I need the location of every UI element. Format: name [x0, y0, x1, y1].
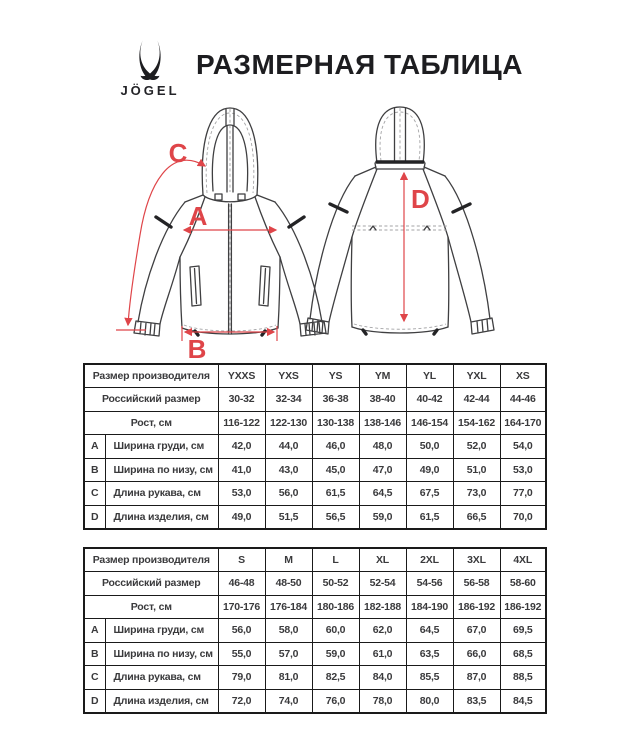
- size-value: 186-192: [453, 595, 500, 619]
- measure-value: 55,0: [218, 642, 265, 666]
- measure-value: 76,0: [312, 689, 359, 713]
- size-value: 36-38: [312, 388, 359, 412]
- measure-value: 44,0: [265, 435, 312, 459]
- measure-label: Ширина груди, см: [105, 619, 218, 643]
- size-value: YS: [312, 364, 359, 388]
- measure-row: [84, 642, 546, 666]
- measure-value: 41,0: [218, 458, 265, 482]
- table-header-row: [84, 595, 546, 619]
- size-value: 146-154: [406, 411, 453, 435]
- page-title: РАЗМЕРНАЯ ТАБЛИЦА: [196, 49, 523, 80]
- measure-value: 82,5: [312, 666, 359, 690]
- measure-value: 83,5: [453, 689, 500, 713]
- measure-value: 78,0: [359, 689, 406, 713]
- measure-value: 77,0: [500, 482, 546, 506]
- size-value: 186-192: [500, 595, 546, 619]
- table-header-row: [84, 411, 546, 435]
- size-value: 3XL: [453, 548, 500, 572]
- size-value: 30-32: [218, 388, 265, 412]
- measure-value: 87,0: [453, 666, 500, 690]
- size-value: 184-190: [406, 595, 453, 619]
- size-row-label: Российский размер: [84, 388, 218, 412]
- size-value: 56-58: [453, 572, 500, 596]
- measure-row: [84, 619, 546, 643]
- size-value: 50-52: [312, 572, 359, 596]
- size-value: M: [265, 548, 312, 572]
- size-value: 32-34: [265, 388, 312, 412]
- size-value: 54-56: [406, 572, 453, 596]
- size-value: 42-44: [453, 388, 500, 412]
- measure-letter: C: [84, 666, 105, 690]
- measure-letter: D: [84, 689, 105, 713]
- measure-value: 43,0: [265, 458, 312, 482]
- measure-value: 61,0: [359, 642, 406, 666]
- measure-label: Длина изделия, см: [105, 689, 218, 713]
- jacket-back-outline: [306, 107, 494, 334]
- measure-value: 53,0: [500, 458, 546, 482]
- size-table-youth: [83, 363, 547, 530]
- size-row-label: Размер производителя: [84, 364, 218, 388]
- size-value: YXL: [453, 364, 500, 388]
- measure-value: 80,0: [406, 689, 453, 713]
- measure-value: 61,5: [406, 505, 453, 529]
- measure-value: 56,5: [312, 505, 359, 529]
- measure-value: 47,0: [359, 458, 406, 482]
- table-header-row: [84, 388, 546, 412]
- measure-value: 59,0: [359, 505, 406, 529]
- size-value: 38-40: [359, 388, 406, 412]
- measure-label: Длина рукава, см: [105, 482, 218, 506]
- measure-row: [84, 435, 546, 459]
- size-value: S: [218, 548, 265, 572]
- measure-value: 50,0: [406, 435, 453, 459]
- size-row-label: Российский размер: [84, 572, 218, 596]
- measure-value: 49,0: [218, 505, 265, 529]
- measure-value: 67,0: [453, 619, 500, 643]
- measure-label: Ширина по низу, см: [105, 642, 218, 666]
- jacket-front-outline: [134, 108, 326, 336]
- measure-row: [84, 482, 546, 506]
- table-header-row: [84, 364, 546, 388]
- size-value: YXXS: [218, 364, 265, 388]
- measure-row: [84, 458, 546, 482]
- size-value: 2XL: [406, 548, 453, 572]
- measure-value: 58,0: [265, 619, 312, 643]
- measure-value: 53,0: [218, 482, 265, 506]
- measure-value: 69,5: [500, 619, 546, 643]
- size-value: 164-170: [500, 411, 546, 435]
- size-value: 130-138: [312, 411, 359, 435]
- measure-label: Ширина груди, см: [105, 435, 218, 459]
- size-row-label: Рост, см: [84, 411, 218, 435]
- measure-value: 67,5: [406, 482, 453, 506]
- measure-letter-a: A: [188, 201, 208, 231]
- size-value: 170-176: [218, 595, 265, 619]
- size-value: 40-42: [406, 388, 453, 412]
- measure-label: Длина рукава, см: [105, 666, 218, 690]
- measure-value: 84,0: [359, 666, 406, 690]
- measure-letter-d: D: [411, 184, 430, 214]
- measure-letter: D: [84, 505, 105, 529]
- size-value: XL: [359, 548, 406, 572]
- measure-value: 52,0: [453, 435, 500, 459]
- measure-letter: A: [84, 619, 105, 643]
- size-value: 46-48: [218, 572, 265, 596]
- measure-label: Ширина по низу, см: [105, 458, 218, 482]
- measure-value: 64,5: [359, 482, 406, 506]
- size-value: 48-50: [265, 572, 312, 596]
- brand-logo: [114, 40, 186, 98]
- size-value: YM: [359, 364, 406, 388]
- table-header-row: [84, 548, 546, 572]
- measure-letter: A: [84, 435, 105, 459]
- measure-value: 79,0: [218, 666, 265, 690]
- size-value: 122-130: [265, 411, 312, 435]
- measure-letter-b: B: [187, 334, 207, 360]
- size-value: 58-60: [500, 572, 546, 596]
- measure-value: 62,0: [359, 619, 406, 643]
- size-value: 52-54: [359, 572, 406, 596]
- measure-value: 70,0: [500, 505, 546, 529]
- measure-value: 85,5: [406, 666, 453, 690]
- measure-value: 74,0: [265, 689, 312, 713]
- measure-label: Длина изделия, см: [105, 505, 218, 529]
- jogel-logo-icon: [134, 40, 166, 82]
- size-value: XS: [500, 364, 546, 388]
- size-value: 116-122: [218, 411, 265, 435]
- measure-value: 45,0: [312, 458, 359, 482]
- size-row-label: Размер производителя: [84, 548, 218, 572]
- measure-value: 63,5: [406, 642, 453, 666]
- measure-value: 84,5: [500, 689, 546, 713]
- measure-value: 56,0: [218, 619, 265, 643]
- size-value: 176-184: [265, 595, 312, 619]
- measure-letter: B: [84, 642, 105, 666]
- size-value: 154-162: [453, 411, 500, 435]
- measure-value: 46,0: [312, 435, 359, 459]
- measure-letter: B: [84, 458, 105, 482]
- measure-value: 54,0: [500, 435, 546, 459]
- measure-value: 51,0: [453, 458, 500, 482]
- table-header-row: [84, 572, 546, 596]
- size-value: YL: [406, 364, 453, 388]
- measure-value: 49,0: [406, 458, 453, 482]
- size-row-label: Рост, см: [84, 595, 218, 619]
- measure-row: [84, 666, 546, 690]
- measure-value: 59,0: [312, 642, 359, 666]
- size-value: 182-188: [359, 595, 406, 619]
- measure-value: 60,0: [312, 619, 359, 643]
- measure-value: 57,0: [265, 642, 312, 666]
- measure-value: 66,0: [453, 642, 500, 666]
- measure-letter-c: C: [168, 138, 188, 168]
- size-value: L: [312, 548, 359, 572]
- measure-value: 66,5: [453, 505, 500, 529]
- measure-value: 64,5: [406, 619, 453, 643]
- size-value: 138-146: [359, 411, 406, 435]
- measure-value: 68,5: [500, 642, 546, 666]
- measure-value: 56,0: [265, 482, 312, 506]
- size-table-adult: [83, 547, 547, 714]
- measure-row: [84, 505, 546, 529]
- measure-value: 72,0: [218, 689, 265, 713]
- measure-value: 51,5: [265, 505, 312, 529]
- size-value: 180-186: [312, 595, 359, 619]
- measure-value: 61,5: [312, 482, 359, 506]
- measure-value: 73,0: [453, 482, 500, 506]
- size-value: 44-46: [500, 388, 546, 412]
- measure-row: [84, 689, 546, 713]
- jacket-measurement-diagram: [100, 95, 520, 360]
- brand-logo-text: JÖGEL: [120, 83, 180, 98]
- size-value: 4XL: [500, 548, 546, 572]
- measure-value: 81,0: [265, 666, 312, 690]
- size-value: YXS: [265, 364, 312, 388]
- measure-value: 48,0: [359, 435, 406, 459]
- measure-value: 88,5: [500, 666, 546, 690]
- measure-value: 42,0: [218, 435, 265, 459]
- measure-letter: C: [84, 482, 105, 506]
